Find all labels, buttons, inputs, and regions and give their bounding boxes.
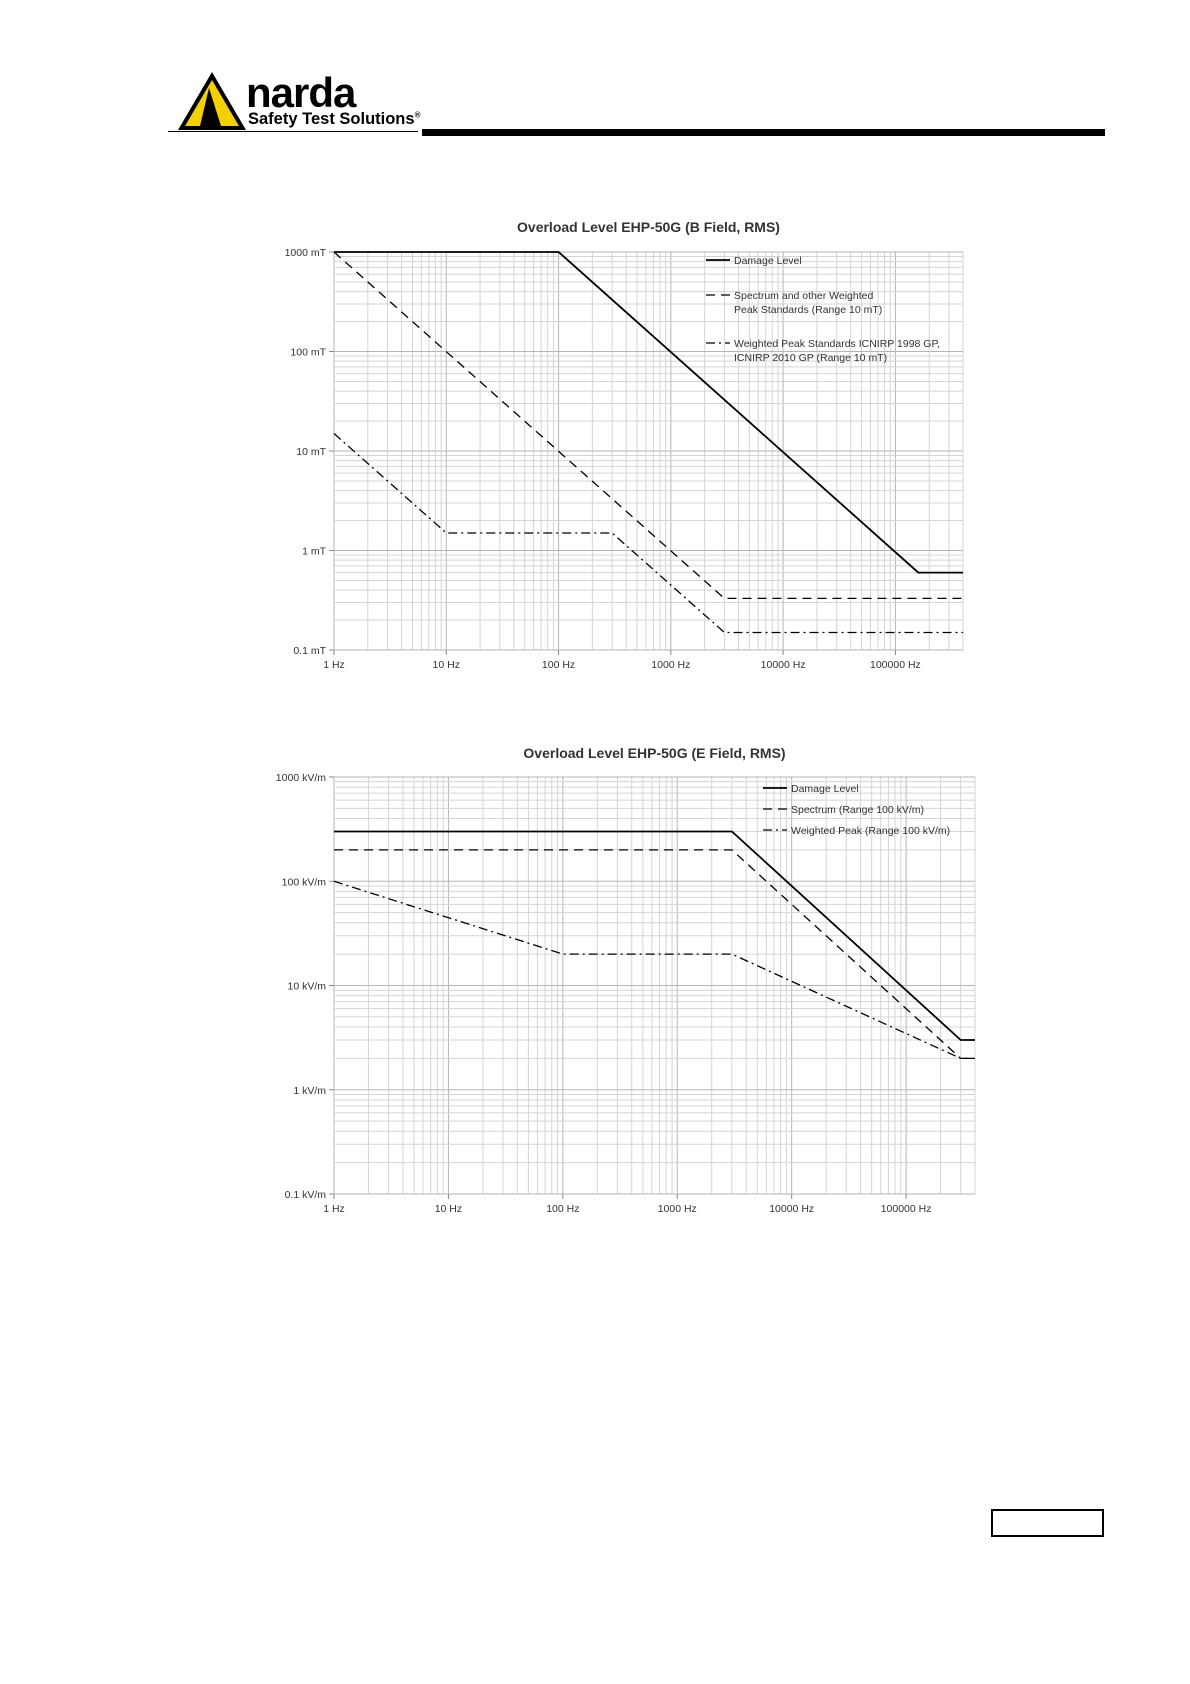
header-rule-thin <box>168 131 418 132</box>
x-tick-label: 1000 Hz <box>657 1203 697 1215</box>
x-tick-label: 100 Hz <box>546 1203 580 1215</box>
y-tick-label: 1 kV/m <box>293 1084 326 1097</box>
legend-label: Weighted Peak Standards ICNIRP 1998 GP, <box>734 338 941 350</box>
page-number-box <box>991 1509 1104 1537</box>
brand-tagline <box>248 111 420 128</box>
legend-label: Spectrum and other Weighted <box>734 290 874 302</box>
page-header <box>0 0 1190 145</box>
brand-tagline-text: Safety Test Solutions <box>248 110 415 128</box>
y-tick-label: 0.1 kV/m <box>284 1189 326 1201</box>
chart-title: Overload Level EHP-50G (E Field, RMS) <box>523 745 786 761</box>
header-rule-thick <box>422 129 1105 136</box>
legend-label: Damage Level <box>734 255 802 267</box>
x-tick-label: 1000 Hz <box>651 659 691 671</box>
chart-b-field <box>0 210 1190 690</box>
x-tick-label: 1 Hz <box>323 659 345 671</box>
y-tick-label: 100 mT <box>290 346 326 359</box>
x-tick-label: 10 Hz <box>434 1203 463 1215</box>
chart-e-field <box>0 740 1190 1230</box>
y-tick-label: 1000 mT <box>284 247 326 259</box>
x-tick-label: 10000 Hz <box>760 659 806 671</box>
x-tick-label: 10000 Hz <box>769 1203 815 1215</box>
warning-triangle-icon <box>176 70 248 132</box>
y-tick-label: 10 kV/m <box>287 980 326 993</box>
x-tick-label: 100000 Hz <box>870 659 921 671</box>
x-tick-label: 100 Hz <box>541 659 576 671</box>
legend-label: Weighted Peak (Range 100 kV/m) <box>791 825 951 837</box>
registered-mark: ® <box>414 110 421 120</box>
y-tick-label: 1000 kV/m <box>275 772 326 784</box>
chart-title: Overload Level EHP-50G (B Field, RMS) <box>517 219 780 235</box>
y-tick-label: 100 kV/m <box>281 876 326 889</box>
brand-logo-text: narda <box>246 69 356 116</box>
legend-label: Damage Level <box>791 783 859 795</box>
x-tick-label: 10 Hz <box>432 659 460 671</box>
legend-label: Spectrum (Range 100 kV/m) <box>791 804 925 816</box>
y-tick-label: 10 mT <box>296 446 326 458</box>
x-tick-label: 100000 Hz <box>880 1203 932 1215</box>
legend-label: Peak Standards (Range 10 mT) <box>734 304 883 316</box>
x-tick-label: 1 Hz <box>323 1203 345 1215</box>
legend-label: ICNIRP 2010 GP (Range 10 mT) <box>734 352 888 364</box>
y-tick-label: 0.1 mT <box>293 645 326 657</box>
y-tick-label: 1 mT <box>302 545 326 558</box>
